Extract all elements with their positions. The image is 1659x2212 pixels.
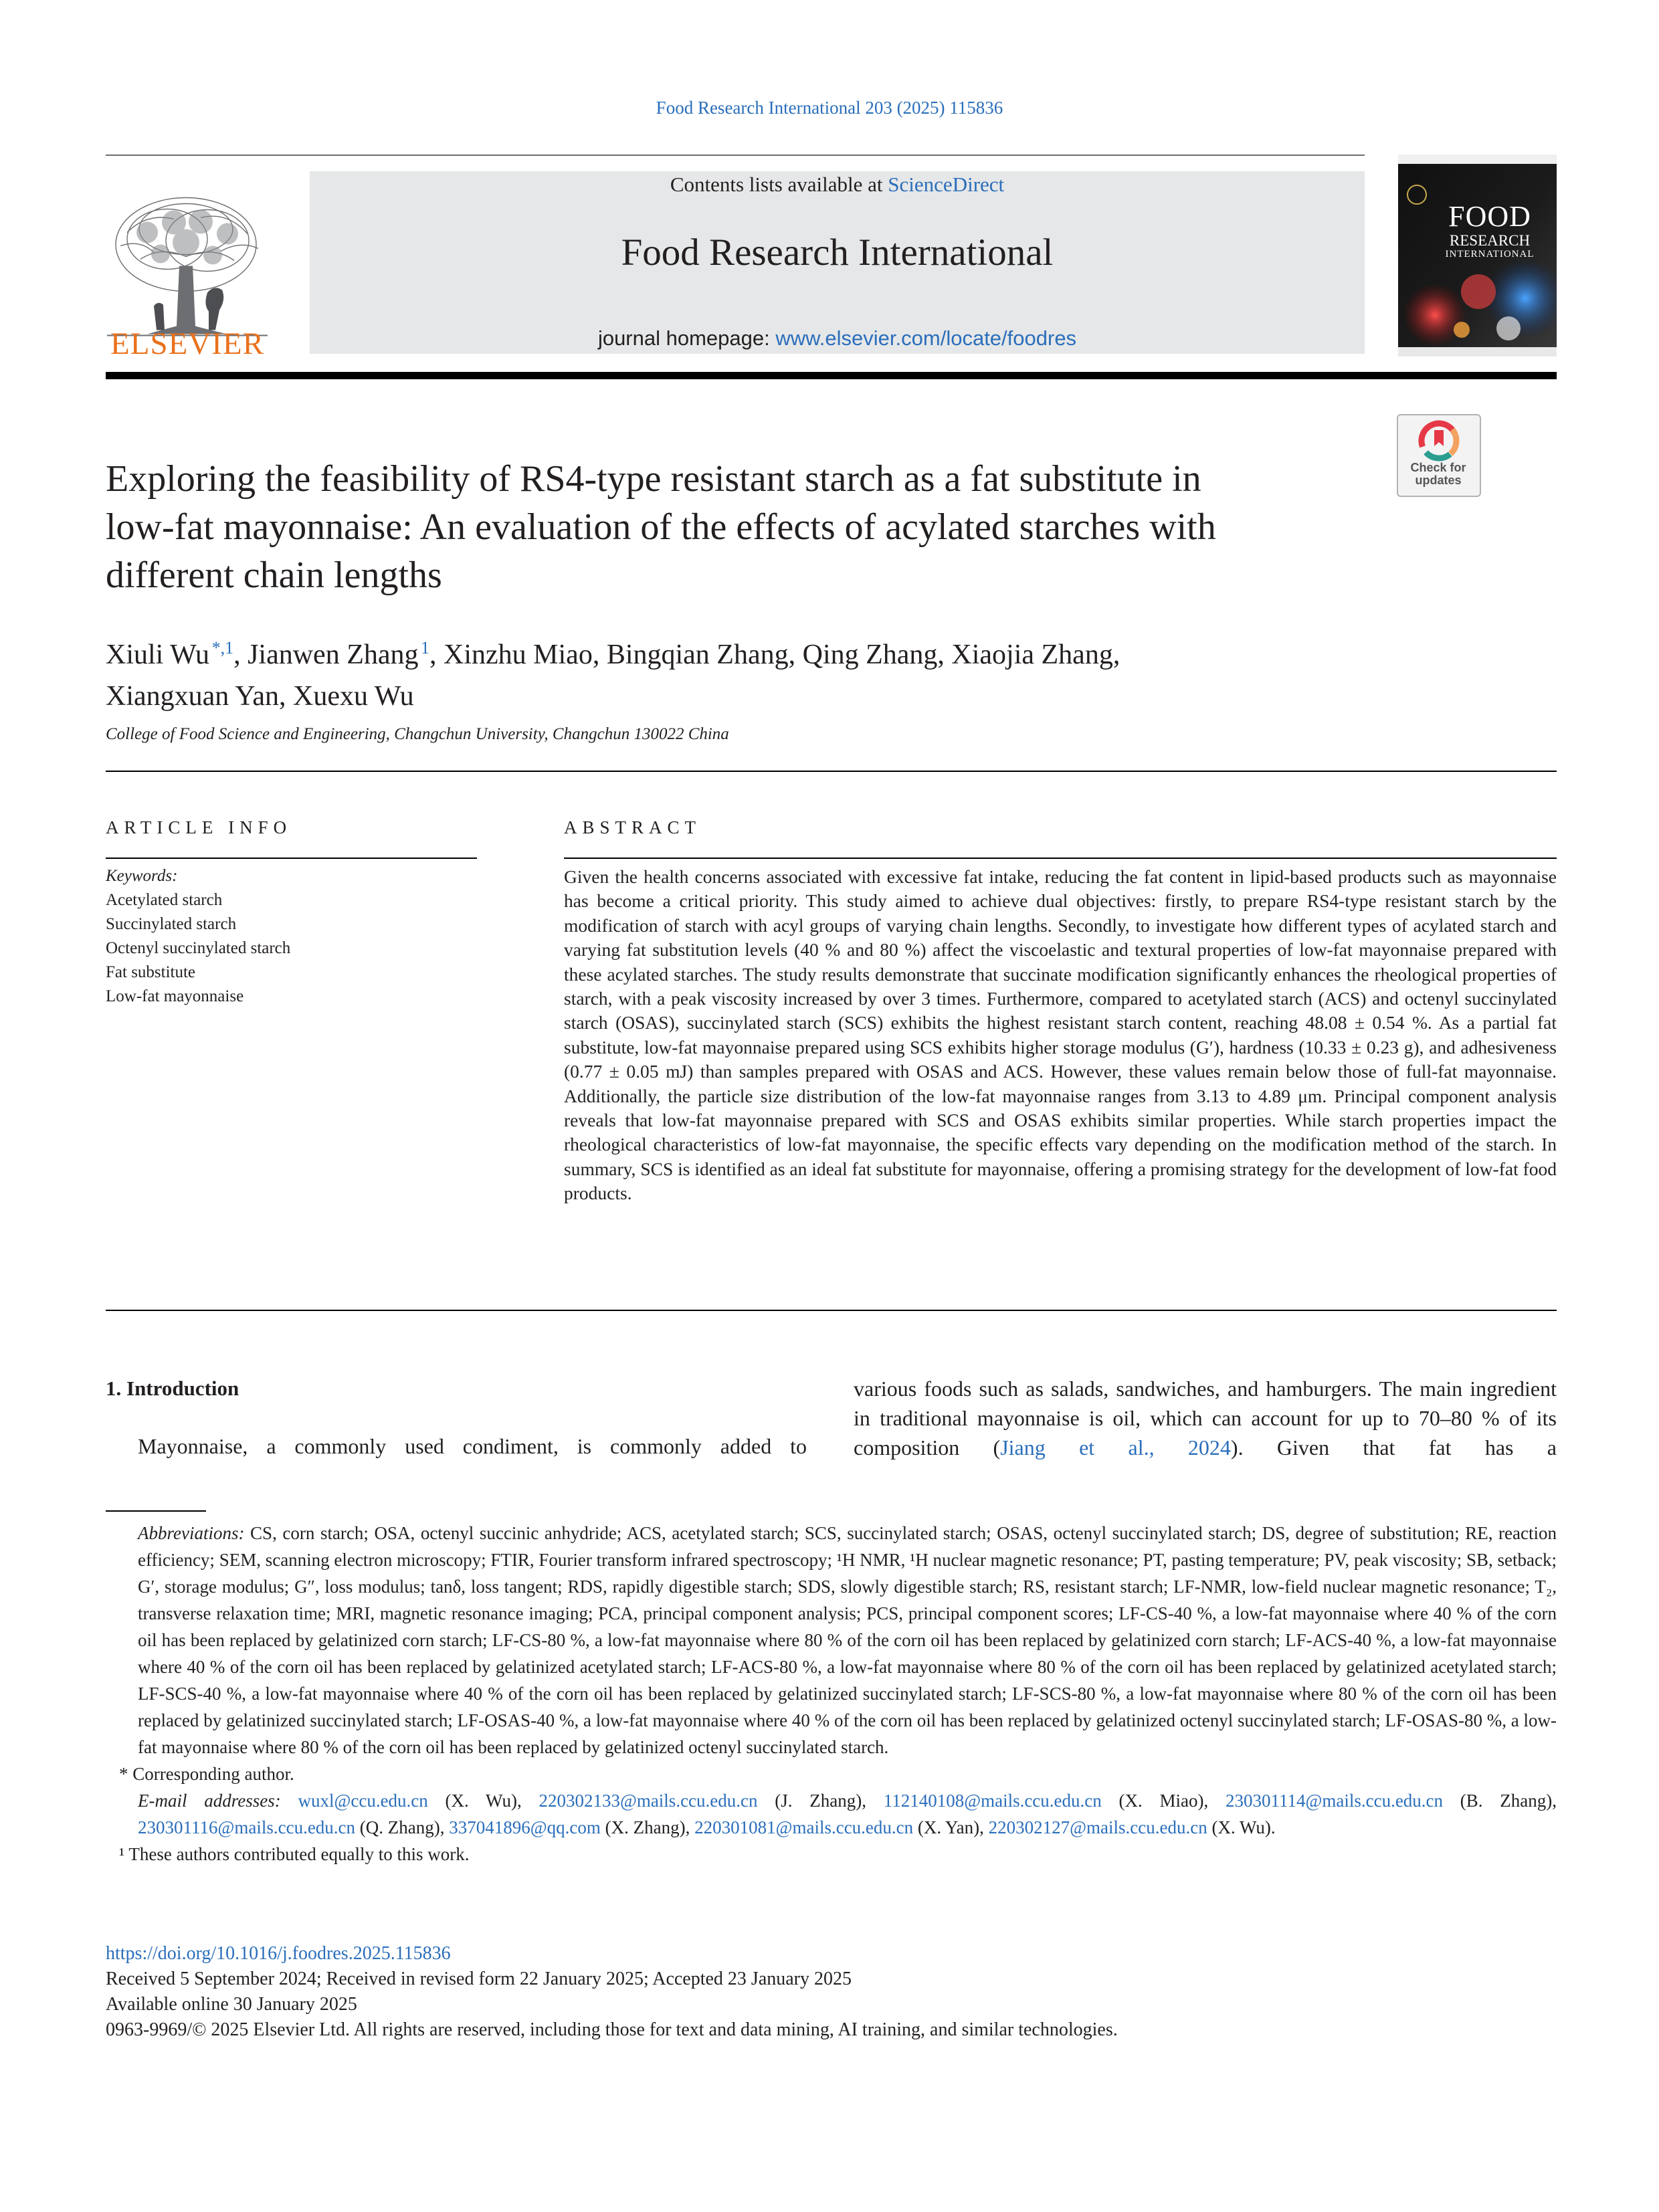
doi-link[interactable]: https://doi.org/10.1016/j.foodres.2025.115836 bbox=[106, 1943, 451, 1964]
check-updates-icon bbox=[1398, 415, 1480, 462]
email-link[interactable]: 337041896@qq.com bbox=[449, 1817, 601, 1837]
introduction-heading: 1. Introduction bbox=[106, 1377, 239, 1400]
title-line: low-fat mayonnaise: An evaluation of the effects of acylated starches with bbox=[106, 506, 1216, 548]
abbreviations-text: CS, corn starch; OSA, octenyl succinic anhydride; ACS, acetylated starch; SCS, succinylated starch; OSAS, octenyl succinylated starch; DS, degree of substitution; RE, reaction efficiency; SEM, scanning electron microscopy; FTIR, Fourier transform infrared spectroscopy; ¹H NMR, ¹H nuclear magnetic resonance; PT, pasting temperature; PV, peak viscosity; SB, setback; G′, storage modulus; G″, loss modulus; tanδ, loss tangent; RDS, rapidly digestible starch; SDS, slowly digestible starch; RS, resistant starch; LF-NMR, low-field nuclear magnetic resonance; T₂, transverse relaxation time; MRI, magnetic resonance imaging; PCA, principal component analysis; PCS, principal component scores; LF-CS-40 %, a low-fat mayonnaise where 40 % of the corn oil has been replaced by gelatinized corn starch; LF-CS-80 %, a low-fat mayonnaise where 80 % of the corn oil has been replaced by gelatinized corn starch; LF-ACS-40 %, a low-fat mayonnaise where 40 % of the corn oil has been replaced by gelatinized acetylated starch; LF-ACS-80 %, a low-fat mayonnaise where 80 % of the corn oil has been replaced by gelatinized acetylated starch; LF-SCS-40 %, a low-fat mayonnaise where 40 % of the corn oil has been replaced by gelatinized succinylated starch; LF-SCS-80 %, a low-fat mayonnaise where 80 % of the corn oil has been replaced by gelatinized succinylated starch; LF-OSAS-40 %, a low-fat mayonnaise where 40 % of the corn oil has been replaced by gelatinized octenyl succinylated starch; LF-OSAS-80 %, a low-fat mayonnaise where 80 % of the corn oil has been replaced by gelatinized octenyl succinylated starch. bbox=[138, 1523, 1557, 1757]
author-name[interactable]: Bingqian Zhang bbox=[606, 639, 789, 670]
author-name[interactable]: Jianwen Zhang bbox=[248, 639, 419, 670]
title-line: different chain lengths bbox=[106, 555, 442, 596]
keyword: Low-fat mayonnaise bbox=[106, 987, 244, 1005]
keyword: Fat substitute bbox=[106, 963, 196, 981]
abstract-bottom-rule bbox=[106, 1310, 1557, 1311]
keyword: Octenyl succinylated starch bbox=[106, 939, 291, 957]
email-owner: (X. Yan), bbox=[913, 1817, 989, 1837]
keyword: Succinylated starch bbox=[106, 915, 237, 933]
abstract-text: Given the health concerns associated with excessive fat intake, reducing the fat content in lipid-based products such as mayonnaise has become a critical priority. This study aimed to achieve dual objectives: firstly, to prepare RS4-type resistant starch by the modification of starch with acyl groups of varying chain lengths. Secondly, to investigate how different types of acylated starch and varying fat substitution levels (40 % and 80 %) affect the viscoelastic and textural properties of low-fat mayonnaise prepared with these acylated starches. The study results demonstrate that succinate modification significantly enhances the rheological properties of starch, with a peak viscosity increased by over 3 times. Furthermore, compared to acetylated starch (ACS) and octenyl succinylated starch (OSAS), succinylated starch (SCS) exhibits the highest resistant starch content, reaching 48.08 ± 0.54 %. As a partial fat substitute, low-fat mayonnaise prepared using SCS exhibits higher storage modulus (G′), hardness (10.33 ± 0.23 g), and adhesiveness (0.77 ± 0.05 mJ) than samples prepared with OSAS and ACS. However, these values remain below those of full-fat mayonnaise. Additionally, the particle size distribution of the low-fat mayonnaise ranges from 3.13 to 4.89 μm. Principal component analysis reveals that low-fat mayonnaise prepared with SCS and OSAS exhibits similar properties. While starch properties impact the rheological characteristics of low-fat mayonnaise, the specific effects vary depending on the modification method of the starch. In summary, SCS is identified as an ideal fat substitute for mayonnaise, offering a promising strategy for the development of low-fat food products. bbox=[564, 866, 1557, 1204]
article-info-rule bbox=[106, 858, 477, 859]
email-owner: (X. Miao), bbox=[1101, 1791, 1226, 1811]
footnote-rule bbox=[106, 1510, 206, 1512]
article-info-heading: ARTICLE INFO bbox=[106, 817, 292, 837]
contents-available-line bbox=[310, 173, 1365, 197]
cover-title-food: FOOD bbox=[1448, 200, 1531, 233]
author-name[interactable]: Qing Zhang bbox=[802, 639, 938, 670]
copyright-notice: 0963-9969/© 2025 Elsevier Ltd. All rights are reserved, including those for text and data mining, AI training, and similar technologies. bbox=[106, 2019, 1118, 2040]
intro-text: various foods such as salads, sandwiches, and hamburgers. The main ingredient in traditional mayonnaise is oil, which can account for up to 70–80 % of its composition ( bbox=[854, 1377, 1557, 1460]
email-addresses-footnote bbox=[106, 1787, 1557, 1841]
title-line: Exploring the feasibility of RS4-type resistant starch as a fat substitute in bbox=[106, 458, 1201, 500]
author-marks[interactable]: 1 bbox=[421, 638, 430, 658]
received-dates: Received 5 September 2024; Received in revised form 22 January 2025; Accepted 23 January 2025 bbox=[106, 1969, 852, 1989]
keyword: Acetylated starch bbox=[106, 891, 223, 909]
email-owner: (J. Zhang), bbox=[757, 1791, 884, 1811]
email-link[interactable]: 220302133@mails.ccu.edu.cn bbox=[539, 1791, 758, 1811]
affiliation: College of Food Science and Engineering, Changchun University, Changchun 130022 China bbox=[106, 725, 729, 743]
abbreviations-label: Abbreviations: bbox=[138, 1523, 245, 1543]
title-bottom-rule bbox=[106, 771, 1557, 772]
cover-title bbox=[1426, 202, 1554, 260]
email-owner: (B. Zhang), bbox=[1443, 1791, 1557, 1811]
introduction-right-column bbox=[854, 1374, 1557, 1462]
email-owner: (Q. Zhang), bbox=[355, 1817, 450, 1837]
footnotes bbox=[106, 1520, 1557, 1868]
author-marks[interactable]: *,1 bbox=[211, 638, 234, 658]
email-link[interactable]: 220301081@mails.ccu.edu.cn bbox=[694, 1817, 914, 1837]
author-name[interactable]: Xiaojia Zhang bbox=[951, 639, 1113, 670]
abbreviations-footnote bbox=[106, 1520, 1557, 1761]
intro-text: ). Given that fat has a bbox=[1230, 1435, 1557, 1460]
citation-link[interactable]: Jiang et al., 2024 bbox=[1000, 1435, 1231, 1460]
check-updates-line2: updates bbox=[1415, 473, 1462, 487]
email-owner: (X. Wu). bbox=[1207, 1817, 1276, 1837]
contents-prefix: Contents lists available at bbox=[670, 173, 888, 196]
article-title bbox=[106, 455, 1377, 599]
cover-title-international: INTERNATIONAL bbox=[1445, 249, 1535, 260]
email-link[interactable]: wuxl@ccu.edu.cn bbox=[298, 1791, 428, 1811]
journal-title: Food Research International bbox=[621, 231, 1054, 274]
check-updates-line1: Check for bbox=[1410, 461, 1466, 474]
email-owner: (X. Zhang), bbox=[600, 1817, 695, 1837]
available-online-date: Available online 30 January 2025 bbox=[106, 1994, 357, 2015]
email-label: E-mail addresses: bbox=[138, 1791, 281, 1811]
header-thick-rule bbox=[106, 372, 1557, 379]
homepage-prefix: journal homepage: bbox=[597, 326, 776, 350]
email-link[interactable]: 112140108@mails.ccu.edu.cn bbox=[883, 1791, 1102, 1811]
email-owner: (X. Wu), bbox=[427, 1791, 539, 1811]
journal-homepage-link[interactable]: www.elsevier.com/locate/foodres bbox=[775, 326, 1077, 350]
header-top-rule bbox=[106, 155, 1365, 156]
publisher-name: ELSEVIER bbox=[110, 326, 264, 361]
abstract-rule bbox=[564, 858, 1557, 859]
journal-reference-link[interactable]: Food Research International 203 (2025) 115836 bbox=[656, 98, 1003, 118]
author-name[interactable]: Xiuli Wu bbox=[106, 639, 210, 670]
author-list: Xiuli Wu $^{*,1}$, Jianwen Zhang $^1$, Xinzhu Miao, Bingqian Zhang, Qing Zhang, Xiaojia Zhang, Xiangxuan Yan, Xuexu Wu bbox=[106, 638, 1120, 712]
author-name[interactable]: Xiangxuan Yan bbox=[106, 681, 279, 712]
journal-homepage-line bbox=[310, 326, 1365, 350]
check-for-updates-label bbox=[1397, 462, 1480, 487]
email-link[interactable]: 220302127@mails.ccu.edu.cn bbox=[988, 1817, 1207, 1837]
introduction-left-column: Mayonnaise, a commonly used condiment, is commonly added to bbox=[138, 1434, 807, 1458]
author-name[interactable]: Xinzhu Miao bbox=[444, 639, 593, 670]
cover-title-research: RESEARCH bbox=[1449, 232, 1531, 249]
corresponding-author-note: * Corresponding author. bbox=[119, 1764, 294, 1784]
sciencedirect-link[interactable]: ScienceDirect bbox=[888, 173, 1005, 196]
abstract-heading: ABSTRACT bbox=[564, 817, 702, 837]
equal-contribution-note: ¹ These authors contributed equally to this work. bbox=[119, 1844, 470, 1864]
keywords-label: Keywords: bbox=[106, 867, 178, 885]
email-link[interactable]: 230301116@mails.ccu.edu.cn bbox=[138, 1817, 356, 1837]
email-link[interactable]: 230301114@mails.ccu.edu.cn bbox=[1226, 1791, 1444, 1811]
publication-info bbox=[106, 1941, 1118, 2043]
author-name[interactable]: Xuexu Wu bbox=[293, 681, 414, 712]
